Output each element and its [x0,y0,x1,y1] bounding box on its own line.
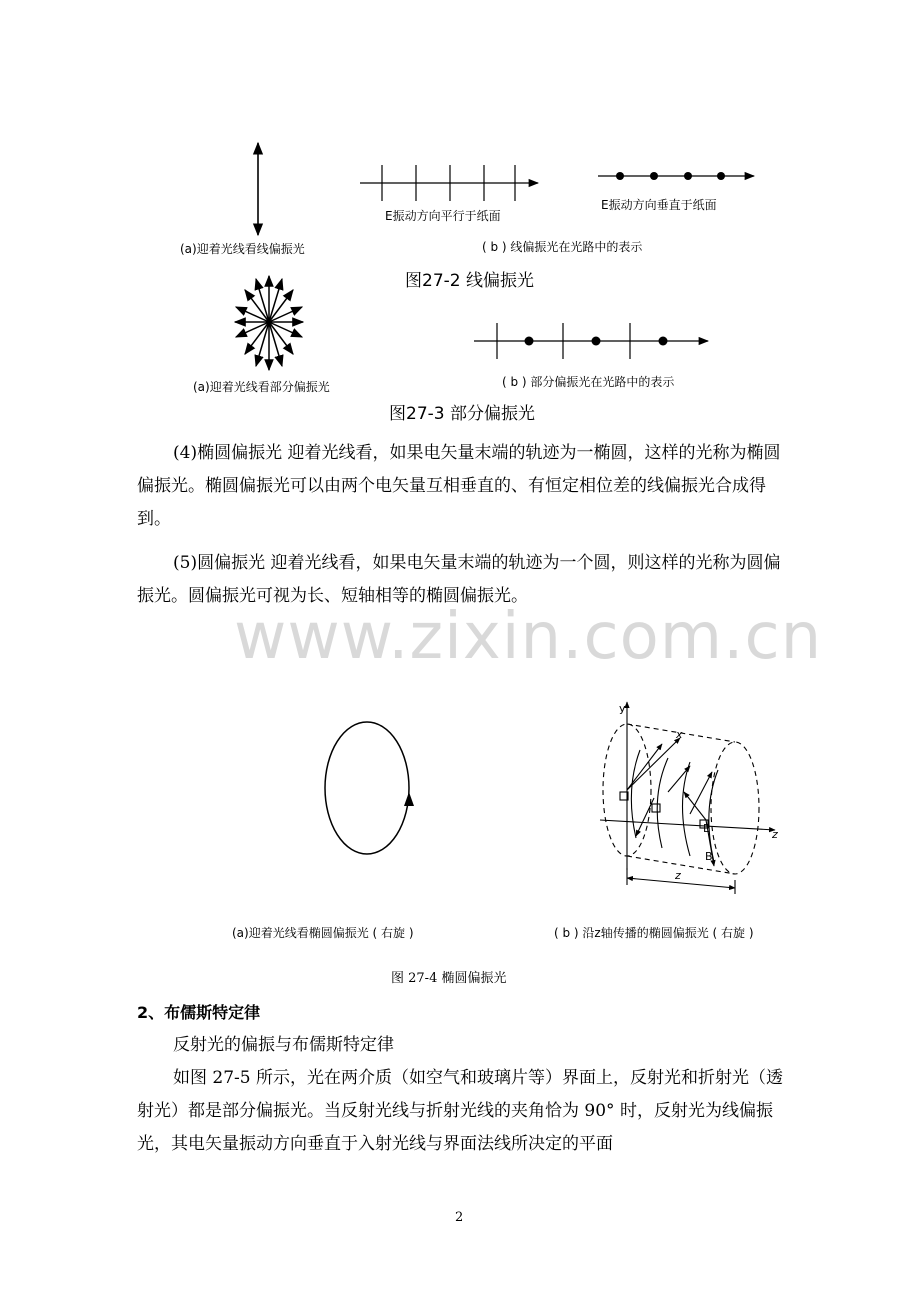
watermark: www.zixin.com.cn [234,600,823,674]
paragraph-circular: (5)圆偏振光 迎着光线看，如果电矢量末端的轨迹为一个圆，则这样的光称为圆偏振光。圆偏振光可视为长、短轴相等的椭圆偏振光。 [137,553,781,606]
elliptical-helix-diagram [600,702,775,894]
paragraph-brewster: 如图 27-5 所示，光在两介质（如空气和玻璃片等）界面上，反射光和折射光（透射光）都是部分偏振光。当反射光线与折射光线的夹角恰为 90° 时，反射光为线偏振光，其电矢量振动方向垂直于入射光线与界面法线所决定的平面 [137,1068,783,1154]
ray-perpendicular-vibration [598,172,754,180]
axis-y-label: y [619,702,626,715]
label-span-z: z [675,869,681,882]
ray-parallel-vibration [360,165,538,201]
axis-x-label: x [676,728,683,741]
label-parallel-vibration: E振动方向平行于纸面 [385,209,501,223]
fig27-3-caption-a: (a)迎着光线看部分偏振光 [193,380,330,394]
fig27-2-title: 图27-2 线偏振光 [405,271,534,291]
partial-polarization-star [235,276,303,370]
fig27-3-title: 图27-3 部分偏振光 [389,404,535,424]
fig27-3-caption-b: ( b ) 部分偏振光在光路中的表示 [502,375,675,389]
ray-partial-polarization [474,323,708,359]
paragraph-subtitle: 反射光的偏振与布儒斯特定律 [173,1035,394,1055]
fig27-4-caption-b: ( b ) 沿z轴传播的椭圆偏振光 ( 右旋 ) [554,926,754,940]
section-heading: 2、布儒斯特定律 [137,1003,261,1022]
fig27-2-caption-a: (a)迎着光线看线偏振光 [180,242,305,256]
label-B: B [705,850,713,863]
fig27-4-title: 图 27-4 椭圆偏振光 [391,971,507,986]
ellipse-trajectory [325,722,414,854]
label-E: E [703,822,710,835]
page-number: 2 [455,1210,464,1225]
label-perpendicular-vibration: E振动方向垂直于纸面 [601,198,717,212]
fig27-2-caption-b: ( b ) 线偏振光在光路中的表示 [482,240,643,254]
fig27-4-drawing [0,680,920,920]
paragraph-elliptical: (4)椭圆偏振光 迎着光线看，如果电矢量末端的轨迹为一椭圆，这样的光称为椭圆偏振光。椭圆偏振光可以由两个电矢量互相垂直的、有恒定相位差的线偏振光合成得到。 [137,443,781,529]
fig27-4-caption-a: (a)迎着光线看椭圆偏振光 ( 右旋 ) [232,926,414,940]
axis-z-label: z [772,828,778,841]
